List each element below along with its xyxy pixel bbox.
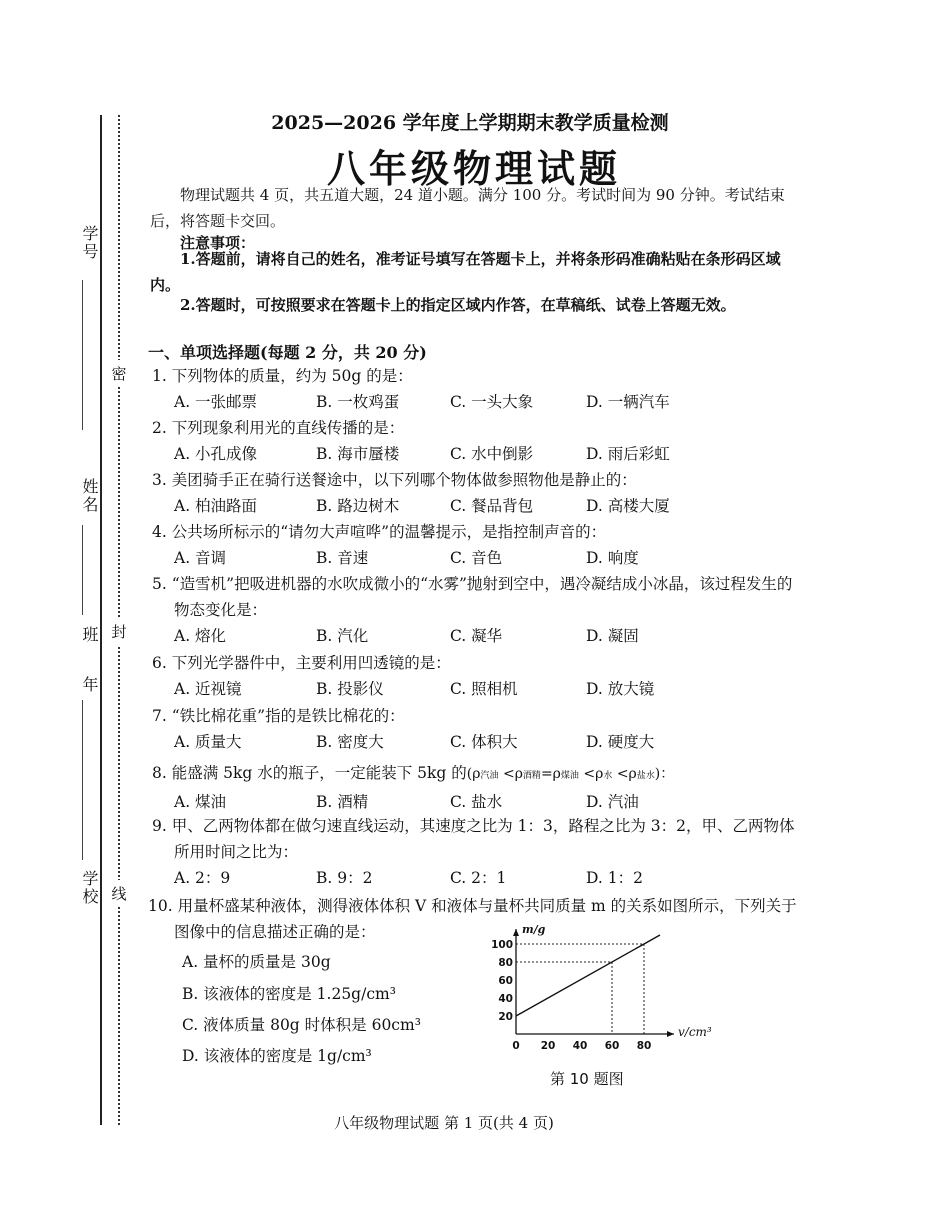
question-8-text: 8. 能盛满 5kg 水的瓶子，一定能装下 5kg 的 — [152, 764, 467, 782]
option-c: C. 照相机 — [450, 680, 518, 698]
option-b: B. 9：2 — [316, 869, 373, 887]
option-a: A. 熔化 — [174, 627, 227, 645]
paren-close: )： — [654, 766, 675, 782]
option-d: D. 高楼大厦 — [586, 497, 670, 515]
option-d: D. 1：2 — [586, 869, 643, 887]
sub-brine: 盐水 — [636, 771, 655, 781]
question-stem: 3. 美团骑手正在骑行送餐途中，以下列哪个物体做参照物他是静止的： — [152, 471, 637, 489]
options-row — [152, 865, 802, 891]
option-d: D. 汽油 — [586, 793, 639, 811]
y-tick-label: 100 — [491, 939, 513, 951]
option-a: A. 量杯的质量是 30g — [182, 953, 331, 971]
grade-blank — [82, 700, 83, 860]
x-axis-label: v/cm³ — [678, 1025, 712, 1039]
option-a: A. 煤油 — [174, 793, 227, 811]
sub-kerosene: 煤油 — [560, 771, 579, 781]
series-line — [516, 935, 660, 1016]
lt: < — [616, 766, 629, 782]
y-tick-label: 20 — [498, 1011, 513, 1023]
question-5 — [152, 571, 802, 649]
options-row — [152, 623, 802, 649]
options-row — [152, 729, 802, 755]
rho: ρ — [595, 766, 604, 782]
exam-intro: 物理试题共 4 页，共五道大题，24 道小题。满分 100 分。考试时间为 90 分钟。考试结束后，将答题卡交回。 — [150, 186, 785, 230]
question-stem: 6. 下列光学器件中，主要利用凹透镜的是： — [152, 654, 451, 672]
name-blank — [82, 525, 83, 615]
section-heading: 一、单项选择题(每题 2 分，共 20 分) — [148, 343, 427, 362]
grade-label: 年 — [80, 676, 99, 694]
x-tick-label: 60 — [604, 1040, 620, 1052]
question-stem: 2. 下列现象利用光的直线传播的是： — [152, 419, 405, 437]
option-c: C. 盐水 — [450, 793, 503, 811]
question-8 — [152, 760, 802, 815]
y-axis-arrow — [513, 929, 519, 936]
options-row — [152, 389, 802, 415]
notice-heading: 注意事项： — [180, 234, 256, 252]
question-stem — [152, 760, 802, 789]
question-stem: 4. 公共场所标示的“请勿大声喧哗”的温馨提示，是指控制声音的： — [152, 523, 607, 541]
question-stem: 5. “造雪机”把吸进机器的水吹成微小的“水雾”抛射到空中，遇冷凝结成小冰晶，该过程发生的物态变化是： — [152, 575, 793, 619]
option-c: C. 2：1 — [450, 869, 507, 887]
seal-word-xian: 线 — [109, 880, 129, 907]
question-stem: 1. 下列物体的质量，约为 50g 的是： — [152, 367, 413, 385]
question-9 — [152, 813, 802, 891]
option-d: D. 硬度大 — [586, 733, 655, 751]
student-id-label: 学号 — [80, 225, 99, 261]
option-c: C. 液体质量 80g 时体积是 60cm³ — [182, 1016, 421, 1034]
exam-subtitle: 2025—2026 学年度上学期期末教学质量检测 — [271, 112, 669, 134]
x-tick-label: 0 — [512, 1040, 520, 1052]
option-c: C. 体积大 — [450, 733, 518, 751]
sub-alcohol: 酒精 — [522, 771, 541, 781]
question-6 — [152, 650, 802, 702]
option-a: A. 柏油路面 — [174, 497, 258, 515]
student-id-blank — [82, 280, 83, 430]
option-d: D. 响度 — [586, 549, 639, 567]
option-d: D. 雨后彩虹 — [586, 445, 670, 463]
option-b: B. 一枚鸡蛋 — [316, 393, 400, 411]
option-a: A. 质量大 — [174, 733, 242, 751]
option-c: C. 音色 — [450, 549, 503, 567]
option-b: B. 汽化 — [316, 627, 369, 645]
option-d: D. 一辆汽车 — [586, 393, 670, 411]
options-row — [152, 545, 802, 571]
class-label: 班 — [80, 626, 99, 644]
exam-title: 八年级物理试题 — [326, 146, 621, 191]
question-stem: 7. “铁比棉花重”指的是铁比棉花的： — [152, 707, 405, 725]
seal-word-feng: 封 — [109, 618, 129, 645]
option-d: D. 放大镜 — [586, 680, 655, 698]
option-b: B. 酒精 — [316, 793, 369, 811]
option-b: B. 音速 — [316, 549, 369, 567]
y-tick-label: 60 — [498, 975, 513, 987]
rho: ρ — [514, 766, 523, 782]
options-row — [152, 441, 802, 467]
option-b: B. 海市蜃楼 — [316, 445, 400, 463]
x-axis-arrow — [667, 1031, 674, 1037]
question-3 — [152, 467, 802, 519]
question-4 — [152, 519, 802, 571]
rho: ρ — [552, 766, 561, 782]
question-stem: 10. 用量杯盛某种液体，测得液体体积 V 和液体与量杯共同质量 m 的关系如图所示，下列关于图像中的信息描述正确的是： — [148, 897, 797, 941]
option-a: A. 小孔成像 — [174, 445, 258, 463]
question-stem: 9. 甲、乙两物体都在做匀速直线运动，其速度之比为 1：3，路程之比为 3：2，甲、乙两物体所用时间之比为： — [152, 817, 795, 861]
option-a: A. 音调 — [174, 549, 227, 567]
question-7 — [152, 703, 802, 755]
question-1 — [152, 363, 802, 415]
eq: = — [540, 766, 553, 782]
notice-item-1: 1.答题前，请将自己的姓名，准考证号填写在答题卡上，并将条形码准确粘贴在条形码区域内。 — [150, 250, 781, 294]
options-row — [152, 493, 802, 519]
lt: < — [502, 766, 515, 782]
rho: ρ — [628, 766, 637, 782]
seal-word-mi: 密 — [109, 360, 129, 387]
lt: < — [583, 766, 596, 782]
question-2 — [152, 415, 802, 467]
option-c: C. 水中倒影 — [450, 445, 534, 463]
density-comparison — [467, 766, 674, 782]
sub-gasoline: 汽油 — [480, 771, 499, 781]
option-b: B. 路边树木 — [316, 497, 400, 515]
option-a: A. 一张邮票 — [174, 393, 258, 411]
option-c: C. 凝华 — [450, 627, 503, 645]
rho: ρ — [472, 766, 481, 782]
option-c: C. 一头大象 — [450, 393, 534, 411]
option-b: B. 投影仪 — [316, 680, 384, 698]
sub-water: 水 — [603, 771, 613, 781]
binding-solid-line — [100, 115, 102, 1125]
mass-volume-chart — [488, 922, 712, 1062]
option-b: B. 该液体的密度是 1.25g/cm³ — [182, 985, 396, 1003]
x-tick-label: 80 — [636, 1040, 652, 1052]
paren-open: ( — [466, 766, 473, 782]
x-tick-label: 20 — [540, 1040, 556, 1052]
page-footer: 八年级物理试题 第 1 页(共 4 页) — [334, 1114, 554, 1132]
notice-item-2: 2.答题时，可按照要求在答题卡上的指定区域内作答，在草稿纸、试卷上答题无效。 — [180, 296, 736, 314]
option-a: A. 近视镜 — [174, 680, 242, 698]
options-row — [152, 676, 802, 702]
option-c: C. 餐品背包 — [450, 497, 534, 515]
y-tick-label: 80 — [498, 957, 513, 969]
name-label: 姓名 — [80, 478, 99, 514]
y-axis-label: m/g — [522, 923, 546, 936]
option-b: B. 密度大 — [316, 733, 384, 751]
school-label: 学校 — [80, 870, 99, 906]
option-a: A. 2：9 — [174, 869, 231, 887]
options-row — [152, 789, 802, 815]
y-tick-label: 40 — [498, 993, 513, 1005]
x-tick-label: 40 — [572, 1040, 588, 1052]
option-d: D. 凝固 — [586, 627, 639, 645]
option-d: D. 该液体的密度是 1g/cm³ — [182, 1047, 372, 1065]
figure-caption: 第 10 题图 — [550, 1070, 624, 1088]
